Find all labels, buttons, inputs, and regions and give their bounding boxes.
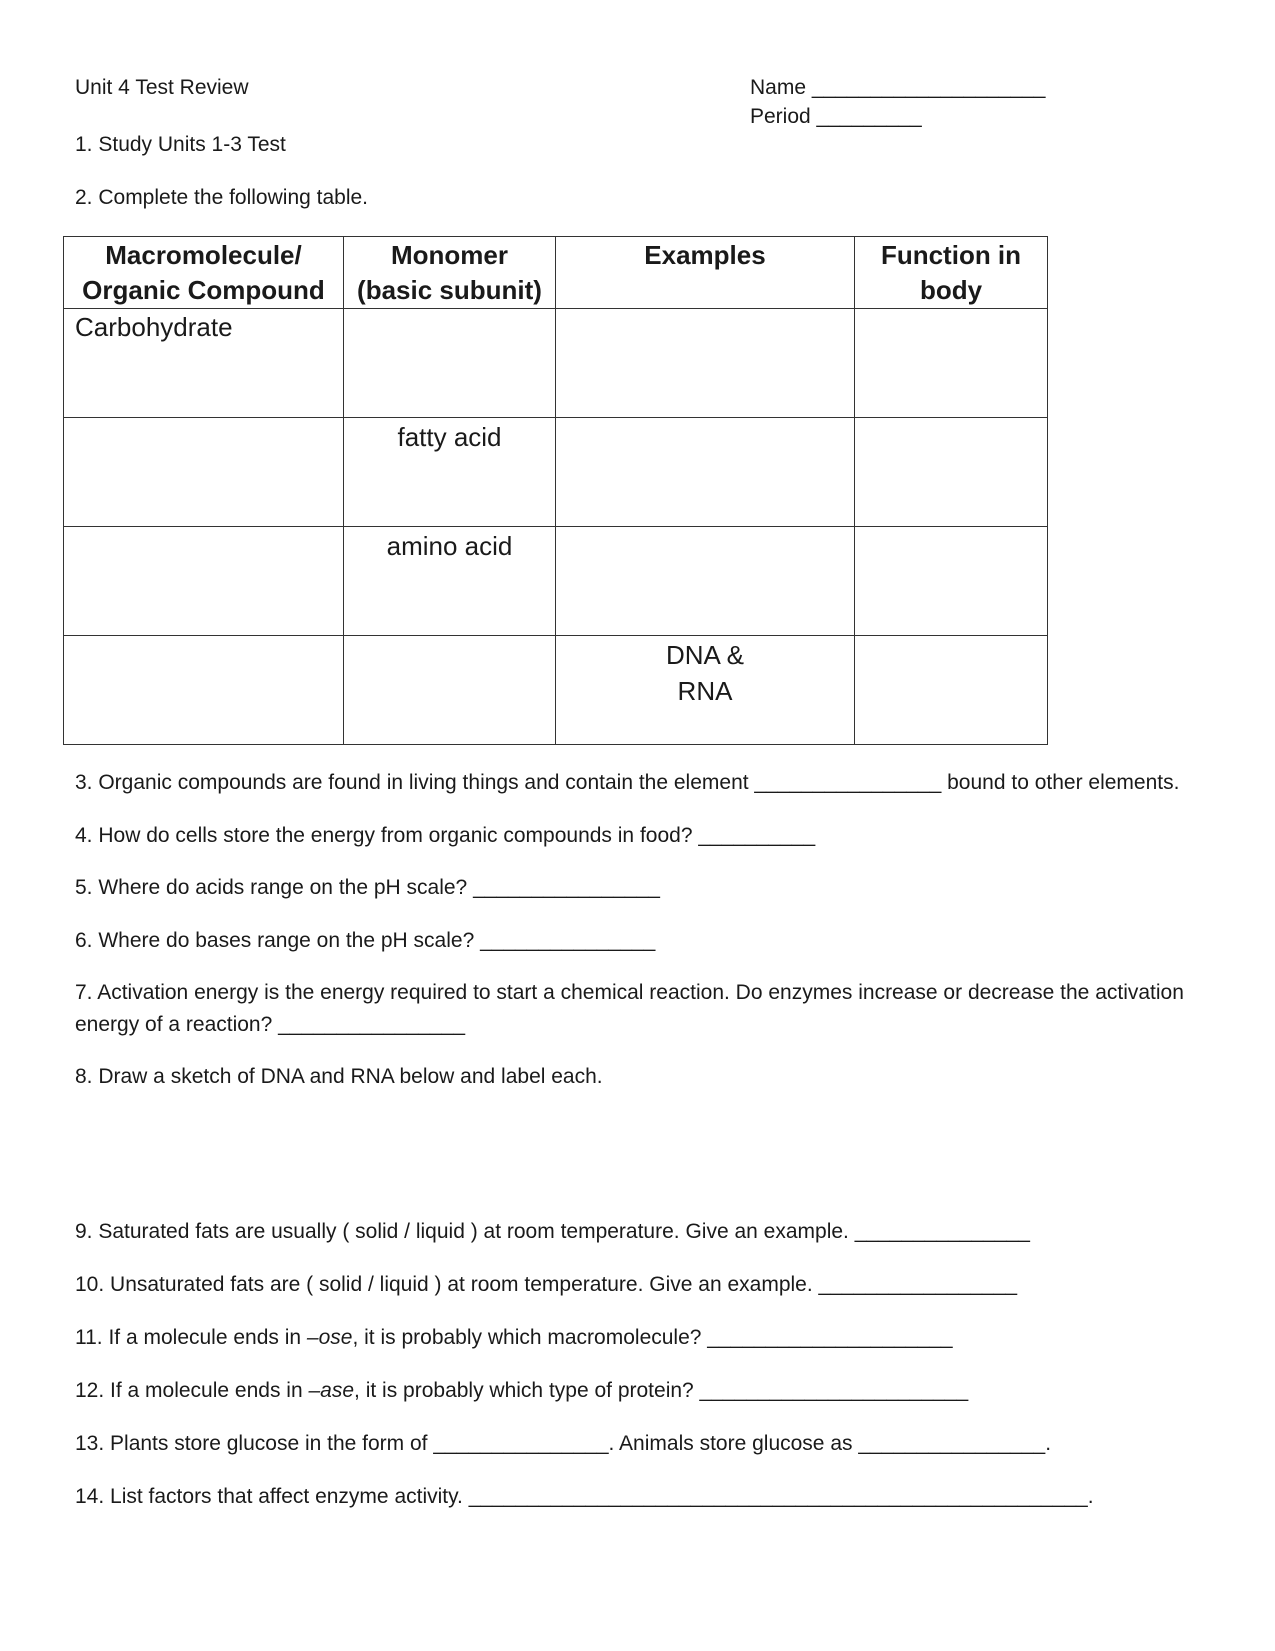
cell-function[interactable] [855,636,1048,745]
cell-monomer[interactable]: amino acid [344,527,556,636]
page-title: Unit 4 Test Review [75,76,249,99]
cell-function[interactable] [855,418,1048,527]
header-line: body [919,275,983,305]
example-line: DNA & [665,640,745,670]
question-10[interactable]: 10. Unsaturated fats are ( solid / liquid ) at room temperature. Give an example. _________________ [75,1273,1018,1296]
cell-examples[interactable] [556,418,855,527]
question-11-rest: , it is probably which macromolecule? _____________________ [352,1326,953,1349]
cell-function[interactable] [855,527,1048,636]
header-monomer [344,237,556,309]
cell-monomer[interactable]: fatty acid [344,418,556,527]
question-8: 8. Draw a sketch of DNA and RNA below and label each. [75,1065,603,1088]
question-12-rest: , it is probably which type of protein? _______________________ [354,1379,969,1402]
question-1: 1. Study Units 1-3 Test [75,133,286,156]
question-13[interactable]: 13. Plants store glucose in the form of _______________. Animals store glucose as ________________. [75,1432,1052,1455]
cell-examples[interactable] [556,527,855,636]
table-row [64,418,1048,527]
question-3[interactable]: 3. Organic compounds are found in living things and contain the element ________________ bound to other elements. [75,771,1180,794]
question-11-suffix-word: –ose [306,1326,353,1349]
table-row [64,527,1048,636]
cell-macromolecule[interactable] [64,418,344,527]
header-line: Macromolecule/ [105,240,302,270]
header-line: Monomer [391,240,508,270]
question-9[interactable]: 9. Saturated fats are usually ( solid / liquid ) at room temperature. Give an example. _______________ [75,1220,1030,1243]
question-14[interactable]: 14. List factors that affect enzyme activity. _____________________________________________________. [75,1485,1094,1508]
question-12[interactable] [75,1375,968,1407]
question-11-prefix: 11. If a molecule ends in [75,1326,307,1349]
cell-macromolecule[interactable] [64,527,344,636]
name-field[interactable]: Name ____________________ [750,76,1046,99]
question-12-prefix: 12. If a molecule ends in [75,1379,309,1402]
cell-macromolecule[interactable]: Carbohydrate [64,309,344,418]
cell-macromolecule[interactable] [64,636,344,745]
table-header-row [64,237,1048,309]
question-6[interactable]: 6. Where do bases range on the pH scale? _______________ [75,929,656,952]
header-function [855,237,1048,309]
question-5[interactable]: 5. Where do acids range on the pH scale? ________________ [75,876,660,899]
cell-examples[interactable] [556,636,855,745]
header-line: Examples [644,240,766,270]
header-macromolecule [64,237,344,309]
cell-examples[interactable] [556,309,855,418]
header-line: Organic Compound [82,275,325,305]
example-line: RNA [677,676,733,706]
header-line: (basic subunit) [357,275,542,305]
period-field[interactable]: Period _________ [750,105,922,128]
question-11[interactable] [75,1322,953,1354]
question-12-suffix-word: –ase [308,1379,355,1402]
table-row [64,636,1048,745]
cell-monomer[interactable] [344,636,556,745]
question-7[interactable]: 7. Activation energy is the energy required to start a chemical reaction. Do enzymes increase or decrease the activation energy of a reaction? ________________ [75,981,1184,1036]
table-row [64,309,1048,418]
cell-function[interactable] [855,309,1048,418]
cell-monomer[interactable] [344,309,556,418]
macromolecule-table [63,236,1048,745]
question-2: 2. Complete the following table. [75,186,369,209]
question-4[interactable]: 4. How do cells store the energy from organic compounds in food? __________ [75,824,816,847]
header-examples [556,237,855,309]
header-line: Function in [880,240,1022,270]
